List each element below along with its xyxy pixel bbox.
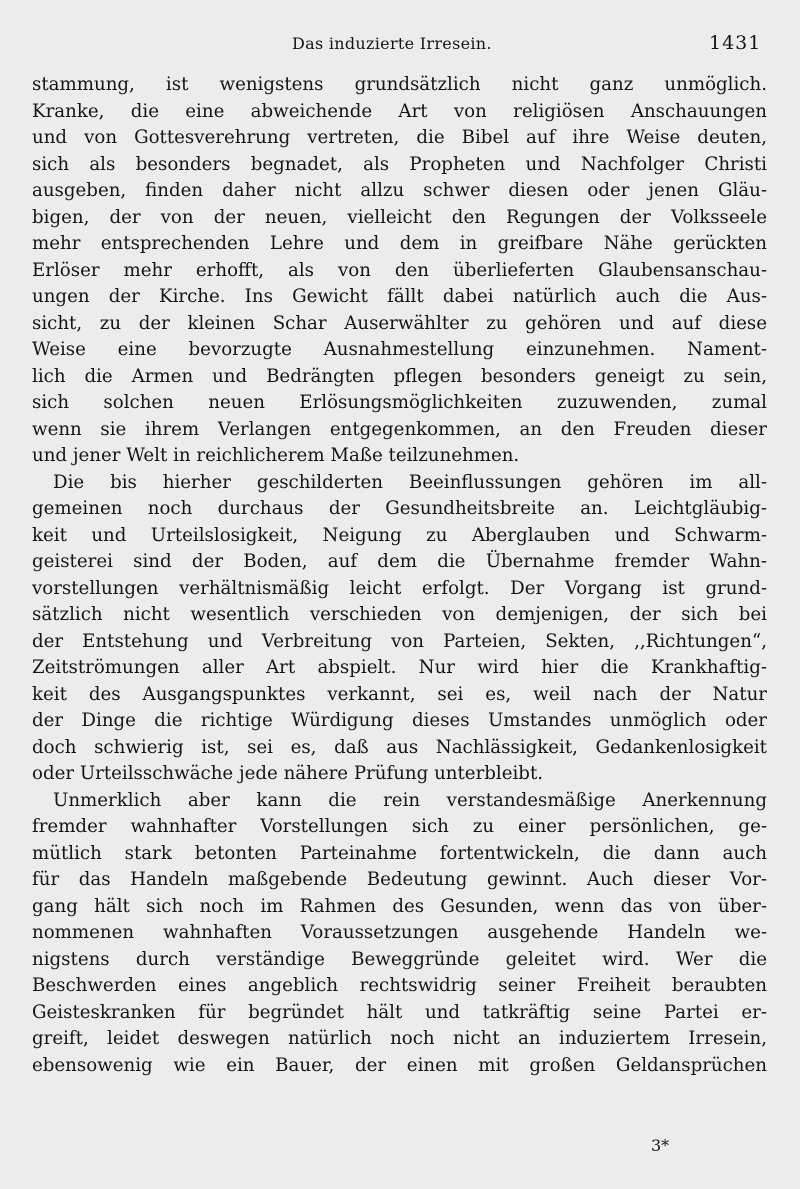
text-line: wenn sie ihrem Verlangen entgegenkommen, an den Freuden dieser — [32, 418, 767, 440]
text-line: vorstellungen verhältnismäßig leicht erfolgt. Der Vorgang ist grund- — [32, 577, 767, 599]
text-line: Weise eine bevorzugte Ausnahmestellung einzunehmen. Nament- — [32, 339, 767, 360]
text-line: gang hält sich noch im Rahmen des Gesunden, wenn das von über- — [32, 895, 767, 917]
text-line: nigstens durch verständige Beweggründe geleitet wird. Wer die — [32, 948, 767, 970]
text-line: lich die Armen und Bedrängten pflegen besonders geneigt zu sein, — [32, 365, 767, 387]
text-line: fremder wahnhafter Vorstellungen sich zu einer persönlichen, ge- — [32, 816, 767, 837]
text-line: doch schwierig ist, sei es, daß aus Nachlässigkeit, Gedankenlosigkeit — [32, 736, 767, 758]
text-line: ausgeben, finden daher nicht allzu schwer diesen oder jenen Gläu- — [32, 180, 767, 201]
text-line: für das Handeln maßgebende Bedeutung gewinnt. Auch dieser Vor- — [32, 869, 767, 890]
text-line: sicht, zu der kleinen Schar Auserwählter zu gehören und auf diese — [32, 312, 767, 334]
text-line: mütlich stark betonten Parteinahme fortentwickeln, die dann auch — [32, 842, 767, 864]
text-line: keit und Urteilslosigkeit, Neigung zu Aberglauben und Schwarm- — [32, 524, 767, 546]
text-line: nommenen wahnhaften Voraussetzungen ausgehende Handeln we- — [32, 922, 767, 943]
text-line: Die bis hierher geschilderten Beeinflussungen gehören im all- — [53, 471, 767, 493]
text-line: der Entstehung und Verbreitung von Parteien, Sekten, ,,Richtungen“, — [32, 630, 767, 652]
text-line: Kranke, die eine abweichende Art von religiösen Anschauungen — [32, 100, 767, 122]
text-line: Geisteskranken für begründet hält und tatkräftig seine Partei er- — [32, 1001, 767, 1023]
text-line: ebensowenig wie ein Bauer, der einen mit großen Geldansprüchen — [32, 1054, 767, 1076]
text-line: gemeinen noch durchaus der Gesundheitsbreite an. Leichtgläubig- — [32, 498, 767, 519]
page-number: 1431 — [709, 32, 762, 54]
text-line: sich solchen neuen Erlösungsmöglichkeiten zuzuwenden, zumal — [32, 392, 767, 413]
text-line: und von Gottesverehrung vertreten, die Bibel auf ihre Weise deuten, — [32, 127, 767, 148]
text-line: und jener Welt in reichlicherem Maße teilzunehmen. — [32, 445, 520, 466]
printer-signature: 3* — [651, 1136, 670, 1155]
text-line: sich als besonders begnadet, als Propheten und Nachfolger Christi — [32, 153, 767, 175]
text-line: stammung, ist wenigstens grundsätzlich nicht ganz unmöglich. — [32, 74, 767, 95]
text-line: greift, leidet deswegen natürlich noch nicht an induziertem Irresein, — [32, 1028, 767, 1049]
text-line: Beschwerden eines angeblich rechtswidrig seiner Freiheit beraubten — [32, 975, 767, 996]
text-line: der Dinge die richtige Würdigung dieses Umstandes unmöglich oder — [32, 710, 767, 731]
body-text — [32, 72, 767, 1079]
running-head — [0, 34, 800, 54]
text-line: keit des Ausgangspunktes verkannt, sei es, weil nach der Natur — [32, 683, 767, 705]
running-title: Das induzierte Irresein. — [292, 34, 492, 53]
text-line: oder Urteilsschwäche jede nähere Prüfung unterbleibt. — [32, 763, 544, 784]
text-line: ungen der Kirche. Ins Gewicht fällt dabei natürlich auch die Aus- — [32, 286, 767, 307]
text-line: bigen, der von der neuen, vielleicht den Regungen der Volksseele — [32, 206, 767, 228]
text-line: Unmerklich aber kann die rein verstandesmäßige Anerkennung — [53, 789, 767, 811]
text-line: Erlöser mehr erhofft, als von den überlieferten Glaubensanschau- — [32, 259, 767, 281]
text-line: sätzlich nicht wesentlich verschieden von demjenigen, der sich bei — [32, 604, 767, 625]
text-line: geisterei sind der Boden, auf dem die Übernahme fremder Wahn- — [32, 551, 767, 572]
text-line: mehr entsprechenden Lehre und dem in greifbare Nähe gerückten — [32, 233, 767, 254]
text-line: Zeitströmungen aller Art abspielt. Nur wird hier die Krankhaftig- — [32, 657, 767, 678]
